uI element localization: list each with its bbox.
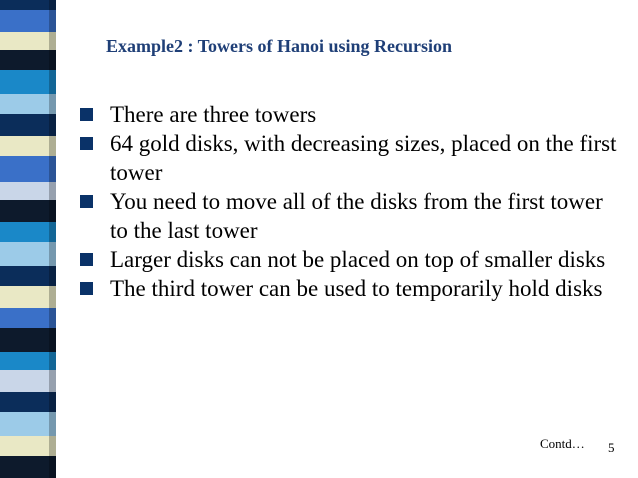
slide-title: Example2 : Towers of Hanoi using Recursion <box>106 36 453 56</box>
stripe-seg <box>0 222 56 242</box>
continued-note: Contd… <box>540 436 585 451</box>
stripe-seg <box>0 94 56 114</box>
stripe-seg <box>0 70 56 94</box>
square-bullet-icon <box>80 108 93 121</box>
stripe-seg <box>0 370 56 392</box>
stripe-seg <box>0 456 56 478</box>
decorative-stripe-column <box>0 0 56 478</box>
stripe-seg <box>0 392 56 412</box>
bullet-item <box>80 245 620 274</box>
bullet-text: Larger disks can not be placed on top of smaller disks <box>110 247 606 272</box>
bullet-text: You need to move all of the disks from the first tower to the last tower <box>110 189 603 243</box>
bullet-text: 64 gold disks, with decreasing sizes, placed on the first tower <box>110 131 617 185</box>
bullet-item <box>80 187 620 245</box>
stripe-seg <box>0 10 56 32</box>
stripe-seg <box>0 182 56 200</box>
stripe-seg <box>0 50 56 70</box>
stripe-seg <box>0 114 56 136</box>
stripe-seg <box>0 436 56 456</box>
bullet-item <box>80 274 620 303</box>
bullet-list <box>80 100 620 303</box>
square-bullet-icon <box>80 137 93 150</box>
stripe-seg <box>0 200 56 222</box>
stripe-seg <box>0 32 56 50</box>
stripe-seg <box>0 352 56 370</box>
square-bullet-icon <box>80 253 93 266</box>
bullet-item <box>80 129 620 187</box>
bullet-item <box>80 100 620 129</box>
stripe-seg <box>0 328 56 352</box>
stripe-seg <box>0 412 56 436</box>
square-bullet-icon <box>80 195 93 208</box>
square-bullet-icon <box>80 282 93 295</box>
stripe-seg <box>0 136 56 156</box>
stripe-seg <box>0 156 56 182</box>
stripe-seg <box>0 266 56 286</box>
stripe-seg <box>0 242 56 266</box>
bullet-text: The third tower can be used to temporarily hold disks <box>110 276 603 301</box>
stripe-seg <box>0 286 56 308</box>
stripe-seg <box>0 308 56 328</box>
bullet-text: There are three towers <box>110 102 317 127</box>
stripe-seg <box>0 0 56 10</box>
page-number: 5 <box>608 440 615 455</box>
